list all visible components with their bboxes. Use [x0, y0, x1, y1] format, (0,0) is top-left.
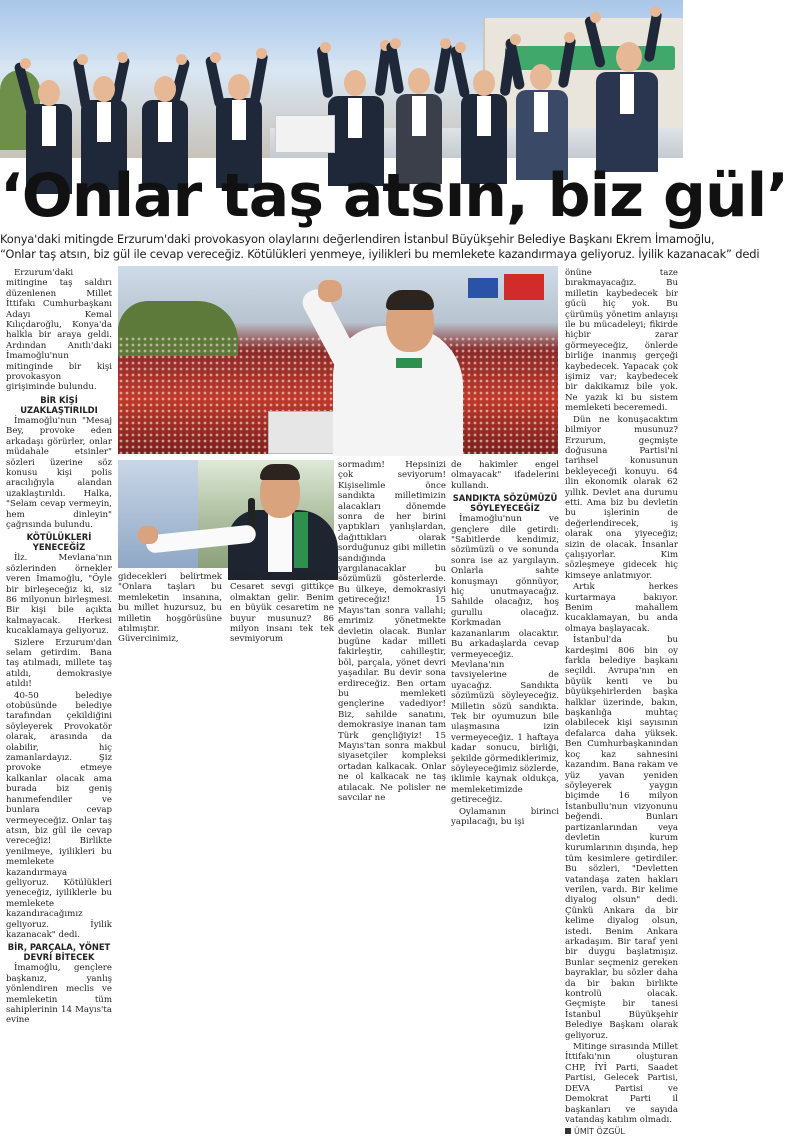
paragraph: İstanbul'da bu kardeşimi 806 bin oy farkla belediye başkanı seçildi. Avrupa'nın en büyük kenti ve bu büyükşehirlerden başka halklar üzerinde, bakın, başkanlığa muhtaç olabilecek kişi sayısının defalarca daha yüksek. Ben Cumhurbaşkanından koç kaz sahnesini kazandım. Bana rakam ve yüz yavan yeniden söyleyerek yaygın biçimde 16 milyon İstanbullu'nun vizyonunu beğendi. Bunları partizanlarından veya devletin kurum kurumlarının dışında, hep tüm kesimlere getirdiler. Bu sözleri, "Devletten vatandaşa zaten hakları verilen, vardı. Bir kelime diyalog olsun" dedi. Çünkü Ankara da bir kelime diyalog olsun, istedi. Benim Ankara arkadaşım. Bir taraf yeni bir duygu başlatmışız. Bunlar seçmeniz gereken bayraklar, bu sözler daha da bir bakın birlikte kontrolü olacak. Geçmişte bir tanesi İstanbul Büyükşehir Belediye Başkanı olarak geliyoruz.	[565, 635, 678, 1041]
green-scarf	[396, 358, 422, 368]
headline: ‘Onlar taş atsın, biz gül’	[0, 161, 788, 231]
speaker-shirt	[268, 512, 292, 572]
section-heading: KÖTÜLÜKLERİ YENECEĞİZ	[26, 532, 92, 553]
paragraph: İmamoğlu'nun "Mesaj Bey, provoke eden arkadaşı görürler, onlar müdahale etsinler" sözleri üzerine söz konusu kişi polis aracılığıyla alandan uzaklaştırıldı. Halka, "Selam cevap vermeyin, hem dinleyin" çağrısında bulundu.	[6, 415, 112, 530]
paragraph: Mitinge sırasında Millet İttifakı'nın oluşturan CHP, İYİ Parti, Saadet Partisi, Gelecek Partisi, DEVA Partisi ve Demokrat Parti il başkanları ve sayıda vatandaş katılım olmadı.	[565, 1042, 678, 1125]
article-column-middle-2	[451, 460, 559, 827]
rally-stage-photo	[0, 0, 683, 158]
article-column-left	[6, 268, 112, 1026]
green-scarf	[294, 512, 308, 568]
article-column-right	[565, 268, 678, 1137]
speaker-hand	[318, 280, 342, 302]
rally-crowd-photo	[118, 266, 558, 454]
subheadline	[0, 232, 760, 262]
speaker-hair	[386, 290, 434, 310]
subheadline-line: “Onlar taş atsın, biz gül ile cevap vereceğiz. Kötülükleri yenmeye, iyilikleri bu memlekete kazandırmaya geliyoruz. İyilik kazanacak” dedi	[0, 247, 760, 261]
speaker-hand	[138, 526, 158, 544]
speaker-closeup-photo	[118, 460, 334, 568]
paragraph: Oylamanın birinci yapılacağı, bu işi	[451, 806, 559, 827]
paragraph: Dün ne konuşacaktım bilmiyor musunuz? Erzurum, geçmişte doğusuna Partisi'ni tarihsel konusunun bekleyeceği konuyu. 64 ilin ekonomik olarak 62 yıllık. Devlet ana durumu etti. Ama biz bu devletin bu işlerinin de değerlendirecek, iş olarak ona yiyeceğiz; sizin de olacak. İnsanlar çalışıyorlar. Kim sözleşmeye gidecek hiç kimseye anlatmıyor.	[565, 414, 678, 581]
paragraph: gidecekleri belirtmek "Onlara taşları bu memleketin insanına, bu millet huzursuz, bu milletin hoşgörüsüne atılmıştır. Güvercinimiz,	[118, 572, 222, 645]
flag	[468, 278, 498, 298]
author-name: ÜMİT ÖZGÜL	[574, 1127, 625, 1137]
paragraph: İlz. Mevlana'nın sözlerinden örnekler veren İmamoğlu, "Öyle bir birleşeceğiz ki, siz 86 milyonun birleşmesi. Bir kişi bile açıkta kalmayacak. Herkesi kucaklamaya geliyoruz.	[6, 553, 112, 637]
paragraph: Erzurum'daki mitingine taş saldırı düzenlenen Millet İttifakı Cumhurbaşkanı Adayı Kemal Kılıçdaroğlu, Konya'da halkla bir araya geldi. Ardından Anıtlı'daki İmamoğlu'nun mitinginde bir kişi provokasyon girişiminde bulundu.	[6, 268, 112, 393]
article-column-middle-1	[338, 460, 446, 803]
paragraph: de hakimler engel olmayacak" ifadelerini kullandı.	[451, 460, 559, 491]
paragraph: sormadım! Hepsinizi çok seviyorum! Kişiselimle önce sandıkta milletimizin alacakları dönemde sonra de her birini yaptıkları yanlışlardan, dağıttıkları olarak sorduğunuz gibi milletin sandığında yargılanacaklar bu sözümüzü gösterlerde. Bu ülkeye, demokrasiyi getireceğiz! 15 Mayıs'tan sonra vallahi; emrimiz yönetmekte devletin olacak. Bunlar bugüne kadar milleti fakirleştir, cahilleştir, böl, parçala, yönet devri yaşadılar. Bu devir sona erdireceğiz. Ben ortam bu memleketi gençlerine vadediyor! Biz, sahilde sanatını, demokrasiye inanan tam Türk gençliğiyiz! 15 Mayıs'tan sonra makbul siyasetçiler kompleksi ortadan kalkacak. Onlar ne ol kalkacak ne taş atılacak. Ne polisler ne savcılar ne	[338, 460, 446, 803]
flag	[504, 274, 544, 300]
byline-marker-icon	[565, 1128, 571, 1134]
paragraph: önüne taze bırakmayacağız. Bu milletin kaybedecek bir gücü hiç yok. Bu çürümüş yönetim anlayışı ile bu mücadeleyi; fikirde hiçbir zarar görmeyeceğiz, önlerde birliğe inanmış gerçeği kaybedecek. Yapacak çok işimiz var; kaybedecek bir dakikamız bile yok. Ne yazık ki bu sistem memleketi beceremedi.	[565, 268, 678, 414]
article-column-bottom-1	[118, 572, 222, 645]
paragraph: sakin korkmayan. Cesaret sevgi gittikçe olmaktan gelir. Benim en büyük cesaretim ne buyur musunuz? 86 milyon insanı tek tek sevmiyorum	[230, 572, 334, 645]
paragraph: İmamoğlu'nun ve gençlere dile getirdi: "Sabitlerde kendimiz, sözümüzü o ve sonunda sonra ise az yargılayın. Onlarla sahte konuşmayı gönnüyor, hiç unutmayacağız. Sahilde olacağız, hoş gurullu olacağız. Korkmadan kazananlarım olacaktır. Bu arkadaşlarda cevap vermeyeceğiz. Mevlana'nın tavsiyelerine de uyacağız. Sandıkta sözümüzü söyleyeceğiz. Milletin sözü sandıkta. Tek bir oyumuzun bile ulaşmasına izin vermeyeceğiz. 1 haftaya kadar sonucu, birliği, şekilde görmediklerimiz, söyleyeceğimiz sözlerde, iklimle kaynak oldukça, memleketimizde getireceğiz.	[451, 514, 559, 806]
article-column-bottom-2	[230, 572, 334, 645]
speaker-hair	[260, 464, 300, 480]
byline	[565, 1127, 678, 1137]
section-heading: BİR, PARÇALA, YÖNET DEVRİ BİTECEK	[7, 942, 111, 963]
paragraph: Sizlere Erzurum'dan selam getirdim. Bana taş atılmadı, millete taş atıldı, demokrasiye atıldı!	[6, 637, 112, 690]
section-heading: BİR KİŞİ UZAKLAŞTIRILDI	[20, 394, 98, 415]
lectern	[275, 115, 335, 153]
subheadline-line: Konya'daki mitingde Erzurum'daki provokasyon olaylarını değerlendiren İstanbul Büyükşehir Belediye Başkanı Ekrem İmamoğlu,	[0, 232, 715, 246]
paragraph: 40-50 belediye otobüsünde belediye tarafından çekildiğini söyleyerek Provokatör olarak, arasında da olabilir, hiç zamanlardayız. Şiz provoke etmeye kalkanlar olacak ama burada biz geniş hanımefendiler ve bunlara cevap vermeyeceğiz. Onlar taş atsın, biz gül ile cevap vereceğiz! Birlikte yenilmeye, iyilikleri bu memlekete kazandırmaya geliyoruz. Kötülükleri yeneceğiz, iyiliklerle bu memlekete kazandıracağımız geliyoruz. İyilik kazanacak" dedi.	[6, 690, 112, 940]
paragraph: Artık herkes kurtarmaya bakıyor. Benim mahallem kucaklamayan, bu anda olmaya başlayacak.	[565, 582, 678, 634]
section-heading: SANDIKTA SÖZÜMÜZÜ SÖYLEYECEĞİZ	[452, 493, 558, 514]
paragraph: İmamoğlu, gençlere başkanız, yanlış yönlendiren meclis ve memleketin tüm sahiplerinin 14 Mayıs'ta evine	[6, 963, 112, 1026]
